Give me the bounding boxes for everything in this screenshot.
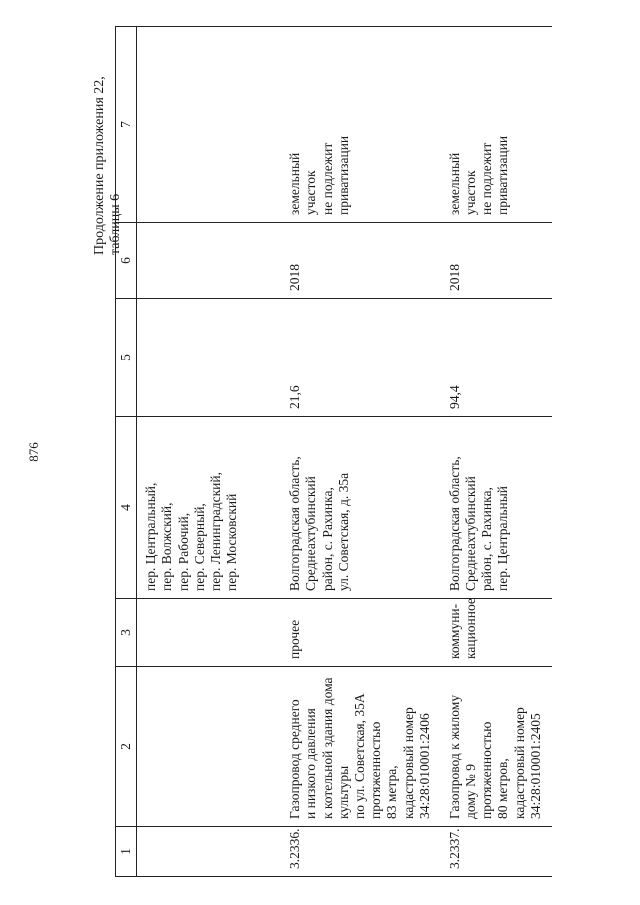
table-row [281,27,441,877]
row-note: земельный участок не подлежит приватизации [281,27,441,223]
header-col-2: 2 [116,667,137,827]
row-value: 94,4 [441,299,552,417]
header-col-7: 7 [116,27,137,223]
header-col-4: 4 [116,417,137,599]
row-number: 3.2337. [441,827,552,877]
row-type: коммуни- кационное [441,599,552,667]
rotated-table-container [115,27,635,877]
header-row [116,27,137,877]
header-col-1: 1 [116,827,137,877]
row-note: земельный участок не подлежит приватизации [441,27,552,223]
page-number: 876 [26,442,41,462]
carryover-row [137,27,282,877]
carryover-address: пер. Центральный, пер. Волжский, пер. Рабочий, пер. Северный, пер. Ленинградский, пер. Московский [137,417,282,599]
table-row [441,27,552,877]
row-address: Волгоградская область, Среднеахтубинский район, с. Рахинка, ул. Советская, д. 35а [281,417,441,599]
row-year: 2018 [441,223,552,299]
row-number: 3.2336. [281,827,441,877]
header-col-5: 5 [116,299,137,417]
continuation-line-1: Продолжение приложения 22, [92,76,107,255]
row-year: 2018 [281,223,441,299]
row-name: Газопровод к жилому дому № 9 протяженностью 80 метров, кадастровый номер 34:28:010001:2405 [441,667,552,827]
header-col-3: 3 [116,599,137,667]
row-address: Волгоградская область, Среднеахтубинский район, с. Рахинка, пер. Центральный [441,417,552,599]
row-value: 21,6 [281,299,441,417]
property-table [115,26,552,877]
continuation-line-2: таблицы 6 [108,193,124,255]
header-col-6: 6 [116,223,137,299]
row-type: прочее [281,599,441,667]
row-name: Газопровод среднего и низкого давления к котельной здания дома культуры по ул. Советская, 35А протяженностью 83 метра, кадастровый номер 34:28:010001:2406 [281,667,441,827]
